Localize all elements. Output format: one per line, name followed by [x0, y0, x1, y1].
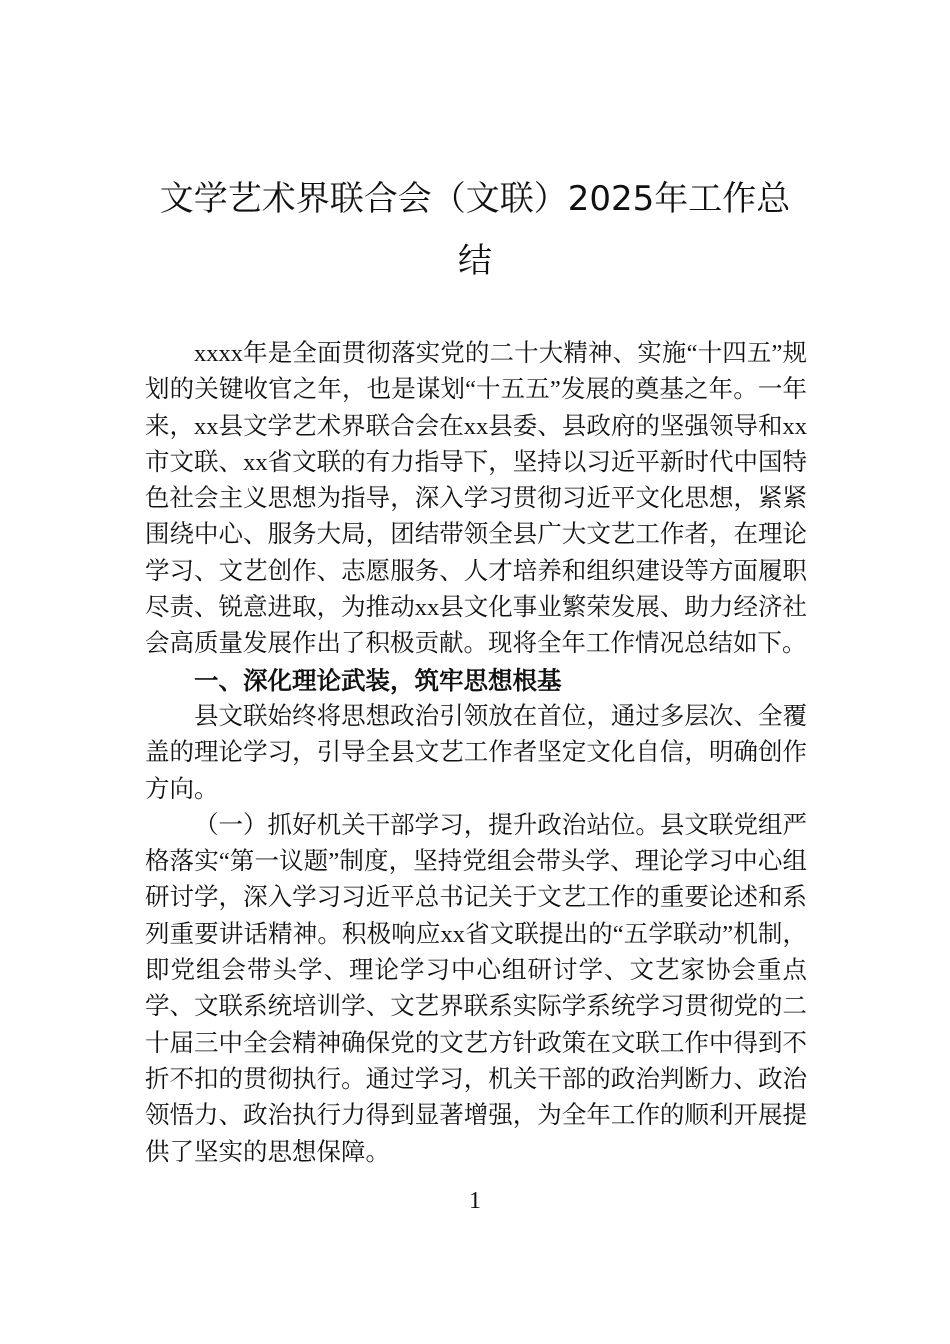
section-heading: 一、深化理论武装，筑牢思想根基 [194, 665, 562, 695]
subsection-paragraph: （一）抓好机关干部学习，提升政治站位。县文联党组严格落实“第一议题”制度，坚持党组会带头学、理论学习中心组研讨学，深入学习习近平总书记关于文艺工作的重要论述和系列重要讲话精神。积极响应xx省文联提出的“五学联动”机制，即党组会带头学、理论学习中心组研讨学、文艺家协会重点学、文联系统培训学、文艺界联系实际学系统学习贯彻党的二十届三中全会精神确保党的文艺方针政策在文联工作中得到不折不扣的贯彻执行。通过学习，机关干部的政治判断力、政治领悟力、政治执行力得到显著增强，为全年工作的顺利开展提供了坚实的思想保障。 [145, 811, 807, 1166]
document-body [145, 336, 807, 1171]
page-number: 1 [469, 1188, 481, 1214]
intro-paragraph: xxxx年是全面贯彻落实党的二十大精神、实施“十四五”规划的关键收官之年，也是谋划“十五五”发展的奠基之年。一年来，xx县文学艺术界联合会在xx县委、县政府的坚强领导和xx市文联、xx省文联的有力指导下，坚持以习近平新时代中国特色社会主义思想为指导，深入学习贯彻习近平文化思想，紧紧围绕中心、服务大局，团结带领全县广大文艺工作者，在理论学习、文艺创作、志愿服务、人才培养和组织建设等方面履职尽责、锐意进取，为推动xx县文化事业繁荣发展、助力经济社会高质量发展作出了积极贡献。现将全年工作情况总结如下。 [145, 340, 807, 658]
document-title: 文学艺术界联合会（文联）2025年工作总结 [159, 179, 791, 281]
section-intro-paragraph: 县文联始终将思想政治引领放在首位，通过多层次、全覆盖的理论学习，引导全县文艺工作者坚定文化自信，明确创作方向。 [145, 702, 807, 803]
